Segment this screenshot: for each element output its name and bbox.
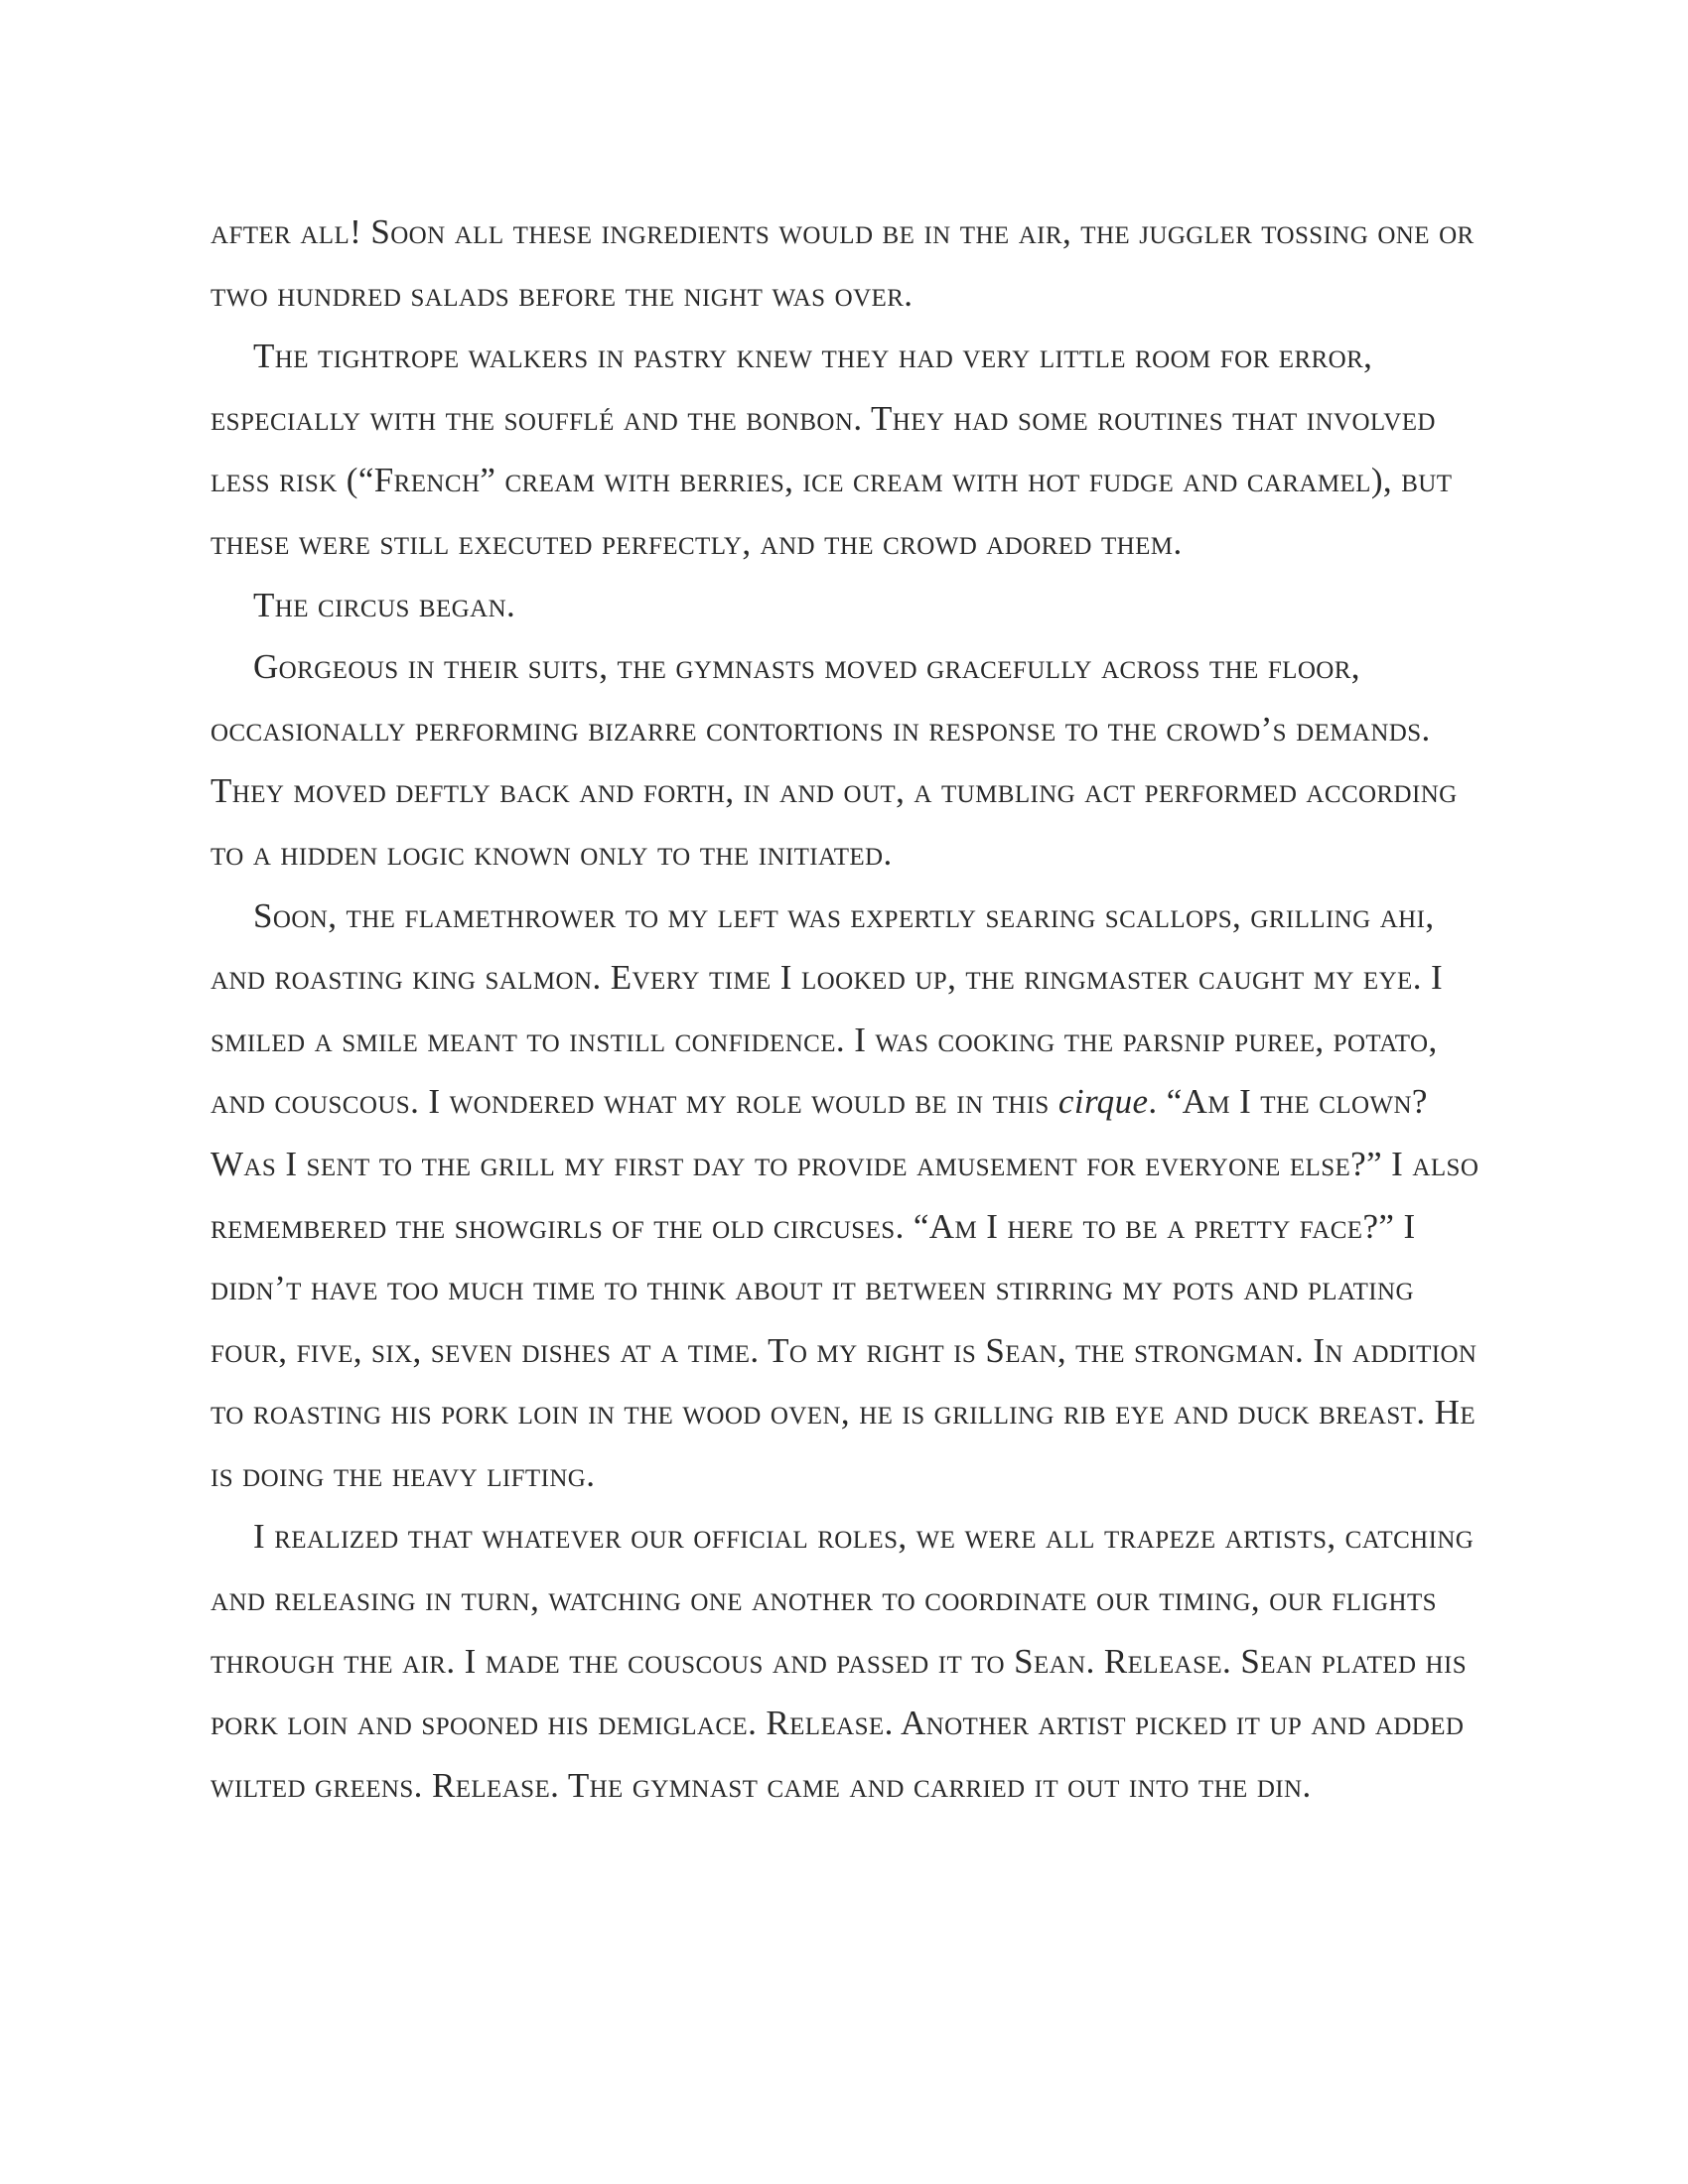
paragraph-6: I realized that whatever our official roles, we were all trapeze artists, catching and releasing in turn, watching one another to coordinate our timing, our flights through the air. I made the couscous and passed it to Sean. Release. Sean plated his pork loin and spooned his demiglace. Release. Another artist picked it up and added wilted greens. Release. The gymnast came and carried it out into the din. bbox=[211, 1517, 1475, 1805]
paragraph-2: The tightrope walkers in pastry knew they had very little room for error, especially with the soufflé and the bonbon. They had some routines that involved less risk (“French” cream with berries, ice cream with hot fudge and caramel), but these were still executed perfectly, and the crowd adored them. bbox=[211, 337, 1453, 562]
paragraph-1: after all! Soon all these ingredients would be in the air, the juggler tossing one or two hundred salads before the night was over. bbox=[211, 212, 1475, 314]
paragraph-4: Gorgeous in their suits, the gymnasts moved gracefully across the floor, occasionally performing bizarre contortions in response to the crowd’s demands. They moved deftly back and forth, in and out, a tumbling act performed according to a hidden logic known only to the initiated. bbox=[211, 647, 1458, 873]
page-body bbox=[211, 202, 1491, 1817]
paragraph-5 bbox=[211, 886, 1491, 1507]
paragraph-5-text-after: . “Am I the clown? Was I sent to the grill my first day to provide amusement for everyone else?” I also remembered the showgirls of the old circuses. “Am I here to be a pretty face?” I didn’t have too much time to think about it between stirring my pots and plating four, five, six, seven dishes at a time. To my right is Sean, the strongman. In addition to roasting his pork loin in the wood oven, he is grilling rib eye and duck breast. He is doing the heavy lifting. bbox=[211, 1082, 1479, 1494]
paragraph-5-italic-word: cirque bbox=[1057, 1082, 1149, 1122]
paragraph-3: The circus began. bbox=[253, 585, 516, 624]
paragraph-5-text-before: Soon, the flamethrower to my left was expertly searing scallops, grilling ahi, and roasting king salmon. Every time I looked up, the ringmaster caught my eye. I smiled a smile meant to instill confidence. I was cooking the parsnip puree, potato, and couscous. I wondered what my role would be in this bbox=[211, 895, 1444, 1122]
